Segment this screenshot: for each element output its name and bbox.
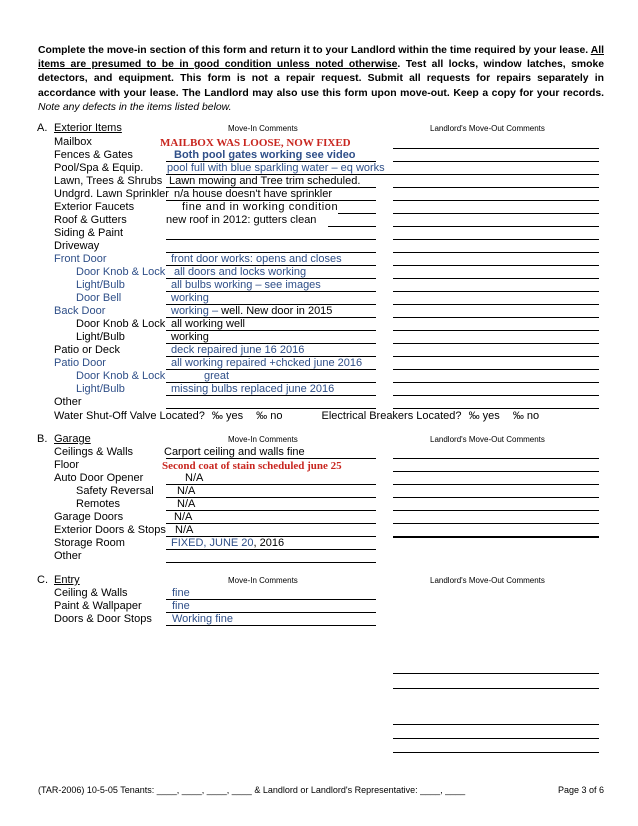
row-label: Paint & Wallpaper	[54, 600, 142, 612]
row-label: Siding & Paint	[54, 227, 124, 239]
row-label: Other	[54, 396, 82, 408]
section-a-move-out-header: Landlord's Move-Out Comments	[430, 124, 545, 133]
footer-form-id-signatures: (TAR-2006) 10-5-05 Tenants: ____, ____, ____, ____ & Landlord or Landlord's Representative: ____, ____	[38, 785, 466, 795]
row-garage-ceilings-walls	[0, 446, 638, 460]
row-label: Lawn, Trees & Shrubs	[54, 175, 163, 187]
water-yes-checkbox[interactable]: ‰	[211, 410, 223, 422]
row-label: Garage Doors	[54, 511, 124, 523]
move-in-comment[interactable]: missing bulbs replaced june 2016	[171, 383, 335, 395]
row-storage-room	[0, 537, 638, 551]
section-b-move-in-header: Move-In Comments	[228, 435, 298, 444]
row-lawn-trees	[0, 175, 638, 189]
row-label: Ceiling & Walls	[54, 587, 128, 599]
move-in-comment[interactable]: pool full with blue sparkling water – eq works	[167, 162, 385, 174]
instructions-text-1: Complete the move-in section of this form and return it to your Landlord within the time required by your lease.	[38, 45, 589, 56]
move-in-comment[interactable]: working	[171, 331, 209, 343]
row-label: Driveway	[54, 240, 100, 252]
page-number: Page 3 of 6	[557, 785, 604, 795]
move-out-line[interactable]	[393, 408, 599, 409]
row-label: Door Bell	[76, 292, 122, 304]
section-c-move-in-header: Move-In Comments	[228, 576, 298, 585]
row-label: Storage Room	[54, 537, 125, 549]
move-in-comment[interactable]: all working repaired +chcked june 2016	[171, 357, 363, 369]
row-pool-spa	[0, 162, 638, 176]
move-out-line[interactable]	[393, 752, 599, 753]
section-a-move-in-header: Move-In Comments	[228, 124, 298, 133]
row-label: Light/Bulb	[76, 279, 125, 291]
shutoff-breakers-question	[54, 410, 539, 422]
move-in-comment[interactable]: all working well	[171, 318, 245, 330]
move-in-comment[interactable]: Working fine	[172, 613, 233, 625]
row-label: Exterior Doors & Stops	[54, 524, 166, 536]
move-in-comment[interactable]	[171, 537, 284, 549]
row-patio-door-knob-lock	[0, 370, 638, 384]
row-back-door-knob-lock	[0, 318, 638, 332]
row-auto-door-opener	[0, 472, 638, 486]
row-label: Safety Reversal	[76, 485, 154, 497]
move-in-comment[interactable]: N/A	[185, 472, 204, 484]
row-garage-floor	[0, 459, 638, 473]
instructions-text-presumed: All items are presumed to be in good condition unless noted otherwise	[38, 45, 604, 71]
instructions-text-note: Note any defects in the items listed below.	[38, 101, 232, 113]
row-door-bell	[0, 292, 638, 306]
electrical-breakers-question: Electrical Breakers Located?	[321, 410, 462, 422]
electric-no-checkbox[interactable]: ‰	[512, 410, 524, 422]
row-label: Undgrd. Lawn Sprinkler	[54, 188, 169, 200]
row-driveway	[0, 240, 638, 254]
move-in-comment[interactable]: Both pool gates working see video	[174, 149, 356, 161]
move-in-comment[interactable]: all bulbs working – see images	[171, 279, 321, 291]
row-label: Other	[54, 550, 82, 562]
section-a-title: Exterior Items	[54, 122, 122, 134]
move-in-comment[interactable]: N/A	[174, 511, 193, 523]
instructions-text-2: . Test all locks, window latches, smoke detectors, and equipment. This form is not a repair request. Submit all requests for repairs separately in accordance with your lease. The Landlord may also use this form upon move-out. Keep a copy for your records.	[38, 59, 604, 99]
row-label: Pool/Spa & Equip.	[54, 162, 144, 174]
move-in-comment-part-a: working –	[171, 305, 219, 317]
row-label: Floor	[54, 459, 80, 471]
row-label: Exterior Faucets	[54, 201, 135, 213]
move-in-comment[interactable]: N/A	[175, 524, 194, 536]
move-in-comment[interactable]: Carport ceiling and walls fine	[164, 446, 305, 458]
water-yes-label: yes	[225, 410, 244, 422]
move-in-comment[interactable]: great	[204, 370, 230, 382]
row-mailbox	[0, 136, 638, 150]
electric-yes-checkbox[interactable]: ‰	[468, 410, 480, 422]
move-in-comment[interactable]: fine and in working condition	[182, 201, 339, 213]
move-out-line[interactable]	[393, 724, 599, 725]
row-label: Patio or Deck	[54, 344, 121, 356]
row-front-door-knob-lock	[0, 266, 638, 280]
row-label: Ceilings & Walls	[54, 446, 134, 458]
row-safety-reversal	[0, 485, 638, 499]
row-lawn-sprinkler	[0, 188, 638, 202]
row-label: Doors & Door Stops	[54, 613, 152, 625]
section-c-letter: C.	[37, 574, 48, 586]
move-in-comment-part-b: well. New door in 2015	[218, 305, 333, 317]
row-entry-paint-wallpaper	[0, 600, 638, 614]
row-label: Fences & Gates	[54, 149, 133, 161]
move-out-line[interactable]	[393, 738, 599, 739]
row-siding-paint	[0, 227, 638, 241]
row-patio-door	[0, 357, 638, 371]
move-in-line	[166, 625, 376, 626]
row-garage-doors	[0, 511, 638, 525]
move-in-comment[interactable]: Second coat of stain scheduled june 25	[162, 460, 342, 472]
row-back-light-bulb	[0, 331, 638, 345]
row-label: Remotes	[76, 498, 121, 510]
row-front-light-bulb	[0, 279, 638, 293]
row-exterior-faucets	[0, 201, 638, 215]
row-label: Door Knob & Lock	[76, 370, 166, 382]
move-in-comment-part-b: , 2016	[253, 537, 285, 549]
row-label: Back Door	[54, 305, 106, 317]
move-in-comment[interactable]	[171, 305, 332, 317]
move-in-comment[interactable]: all doors and locks working	[174, 266, 307, 278]
section-c-title: Entry	[54, 574, 80, 586]
move-in-comment[interactable]: fine	[172, 587, 190, 599]
move-in-comment[interactable]: deck repaired june 16 2016	[171, 344, 305, 356]
move-in-comment[interactable]: Lawn mowing and Tree trim scheduled.	[169, 175, 361, 187]
page-footer	[38, 785, 604, 795]
move-out-line[interactable]	[393, 673, 599, 674]
move-in-comment[interactable]: front door works: opens and closes	[171, 253, 342, 265]
row-remotes	[0, 498, 638, 512]
row-label: Mailbox	[54, 136, 92, 148]
row-label: Roof & Gutters	[54, 214, 127, 226]
instructions-paragraph	[38, 44, 604, 115]
move-in-comment[interactable]: N/A	[177, 485, 196, 497]
row-fences-gates	[0, 149, 638, 163]
row-label: Light/Bulb	[76, 331, 125, 343]
move-in-comment[interactable]: working	[171, 292, 209, 304]
move-in-comment[interactable]: MAILBOX WAS LOOSE, NOW FIXED	[160, 137, 351, 149]
row-label: Auto Door Opener	[54, 472, 144, 484]
row-label: Light/Bulb	[76, 383, 125, 395]
section-c-move-out-header: Landlord's Move-Out Comments	[430, 576, 545, 585]
water-shutoff-question: Water Shut-Off Valve Located?	[54, 410, 205, 422]
move-in-comment[interactable]: new roof in 2012: gutters clean	[166, 214, 317, 226]
move-in-comment-part-a: FIXED, JUNE 20	[171, 537, 254, 549]
move-in-comment[interactable]: fine	[172, 600, 190, 612]
row-back-door	[0, 305, 638, 319]
row-other-a	[0, 396, 638, 410]
row-label: Front Door	[54, 253, 107, 265]
electric-yes-label: yes	[482, 410, 500, 422]
row-entry-doors-stops	[0, 613, 638, 627]
water-no-label: no	[270, 410, 283, 422]
move-in-comment[interactable]: N/A	[177, 498, 196, 510]
row-roof-gutters	[0, 214, 638, 228]
section-b-letter: B.	[37, 433, 48, 445]
move-out-line[interactable]	[393, 688, 599, 689]
row-patio-light-bulb	[0, 383, 638, 397]
section-b-move-out-header: Landlord's Move-Out Comments	[430, 435, 545, 444]
row-patio-deck	[0, 344, 638, 358]
row-label: Door Knob & Lock	[76, 318, 166, 330]
row-entry-ceiling-walls	[0, 587, 638, 601]
section-b-title: Garage	[54, 433, 91, 445]
row-other-b	[0, 550, 638, 564]
section-a-letter: A.	[37, 122, 48, 134]
row-label: Patio Door	[54, 357, 106, 369]
move-in-line[interactable]	[166, 408, 376, 409]
water-no-checkbox[interactable]: ‰	[256, 410, 268, 422]
move-in-line[interactable]	[166, 562, 376, 563]
move-in-comment[interactable]: n/a house doesn't have sprinkler	[174, 188, 333, 200]
electric-no-label: no	[526, 410, 540, 422]
row-front-door	[0, 253, 638, 267]
row-label: Door Knob & Lock	[76, 266, 166, 278]
row-exterior-doors-stops	[0, 524, 638, 538]
